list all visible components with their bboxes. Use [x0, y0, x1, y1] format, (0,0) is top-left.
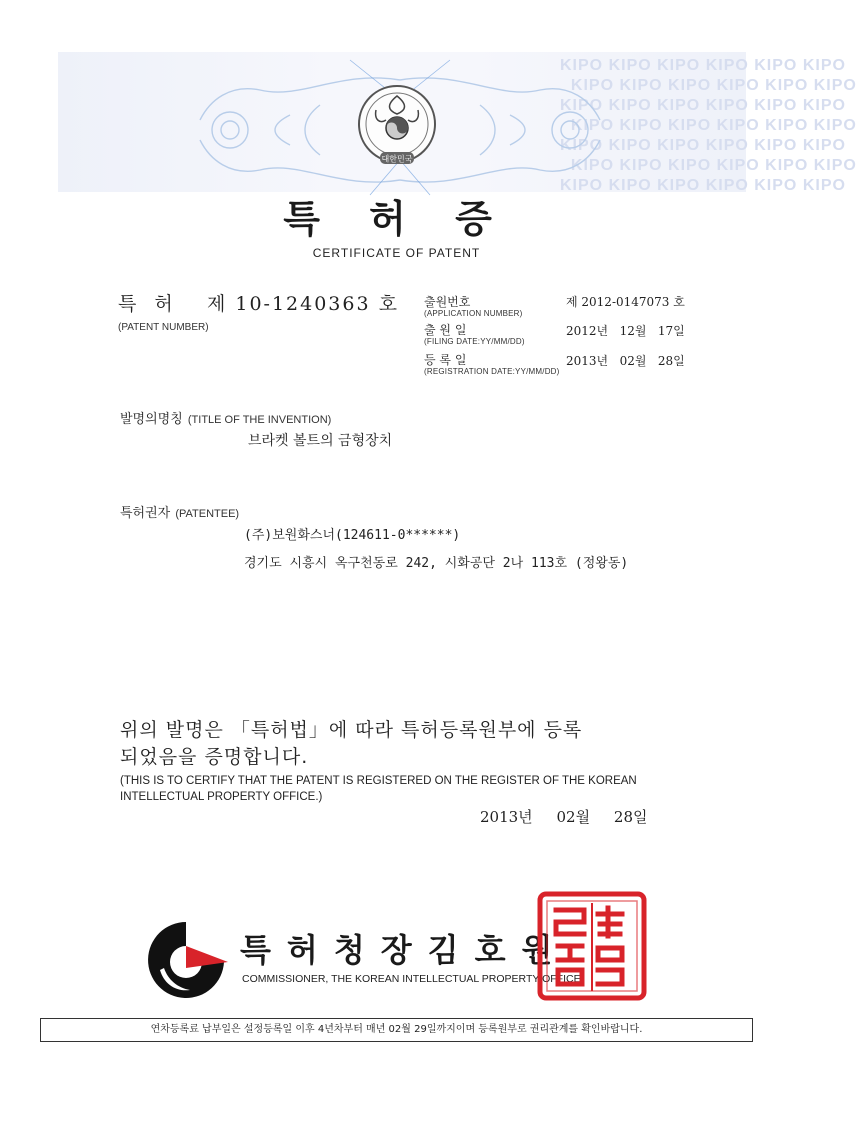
patentee-name: (주)보원화스너(124611-0******) [244, 528, 461, 543]
invention-label-en: (TITLE OF THE INVENTION) [187, 414, 332, 426]
patentee-address: 경기도 시흥시 옥구천동로 242, 시화공단 2나 113호 (정왕동) [244, 556, 629, 571]
registration-date-value: 2013년 02월 28일 [566, 354, 685, 368]
commissioner-row [240, 925, 568, 971]
official-red-seal-icon [536, 890, 648, 1002]
patentee-label-row [120, 502, 239, 521]
patentee-label: 특허권자 [120, 506, 171, 521]
application-number-label-en: (APPLICATION NUMBER) [424, 309, 523, 318]
application-number-value: 제 2012-0147073 호 [566, 295, 685, 309]
filing-date-label-en: (FILING DATE:YY/MM/DD) [424, 337, 525, 346]
registration-date-label-en: (REGISTRATION DATE:YY/MM/DD) [424, 367, 560, 376]
patent-number-label: 특 허 제 [118, 293, 228, 315]
certification-en-line-1: (THIS IS TO CERTIFY THAT THE PATENT IS REGISTERED ON THE REGISTER OF THE KOREAN [120, 775, 637, 787]
patent-number-label-en: (PATENT NUMBER) [118, 322, 209, 333]
commissioner-title: 특허청장 [240, 931, 428, 969]
kipo-watermark: KIPO KIPO KIPO KIPO KIPO KIPO KIPO KIPO KIPO KIPO KIPO KIPO KIPO KIPO KIPO KIPO KIPO KIPO KIPO KIPO KIPO KIPO KIPO KIPO KIPO KIPO KIPO KIPO KIPO KIPO KIPO KIPO KIPO KIPO KIPO KIPO KIPO KIPO KIPO KIPO KIPO KIPO [560, 57, 857, 194]
patent-number-row [118, 289, 399, 316]
certification-en-line-2: INTELLECTUAL PROPERTY OFFICE.) [120, 791, 323, 803]
commissioner-name: 김호원 [427, 931, 569, 969]
issue-date: 2013년 02월 28일 [480, 808, 648, 826]
registration-date-label: 등 록 일 [424, 353, 467, 367]
footer-note: 연차등록료 납부일은 설정등록일 이후 4년차부터 매년 02월 29일까지이며 등록원부로 권리관계를 확인바랍니다. [40, 1018, 753, 1042]
certification-line-1: 위의 발명은 「특허법」에 따라 특허등록원부에 등록 [120, 719, 583, 741]
filing-date-label: 출 원 일 [424, 323, 467, 337]
kipo-logo-icon [142, 918, 230, 1000]
invention-label: 발명의명칭 [120, 412, 183, 427]
certificate-title: 특 허 증 [283, 197, 510, 241]
invention-title: 브라켓 볼트의 금형장치 [248, 433, 393, 449]
commissioner-title-en: COMMISSIONER, THE KOREAN INTELLECTUAL PROPERTY OFFICE [242, 973, 581, 985]
patent-number-suffix: 호 [378, 293, 399, 315]
certificate-title-en: CERTIFICATE OF PATENT [312, 246, 481, 260]
patent-number-value: 10-1240363 [235, 293, 371, 315]
filing-date-value: 2012년 12월 17일 [566, 324, 685, 338]
application-number-label: 출원번호 [424, 295, 471, 309]
emblem-ring-text: 대한민국 [381, 154, 413, 164]
certification-line-2: 되었음을 증명합니다. [120, 746, 309, 768]
patentee-label-en: (PATENTEE) [175, 508, 240, 520]
invention-label-row [120, 408, 331, 427]
government-seal-icon [354, 80, 440, 172]
